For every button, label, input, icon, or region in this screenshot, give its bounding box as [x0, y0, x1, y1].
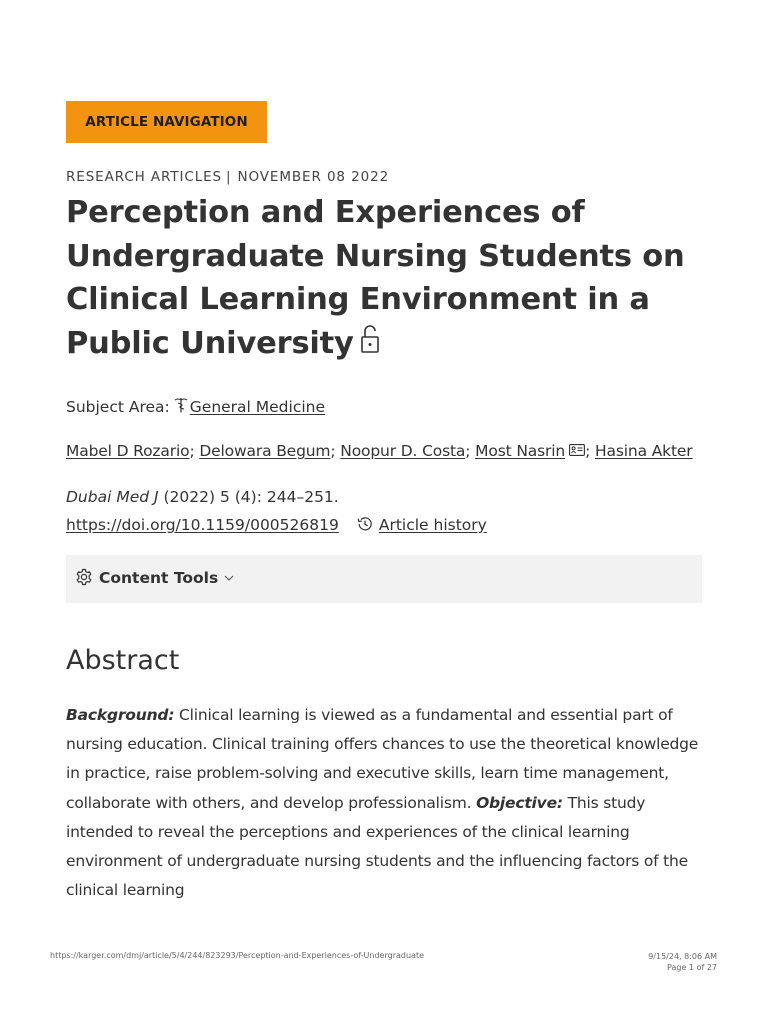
background-label: Background:	[66, 706, 175, 724]
author-link[interactable]: Hasina Akter	[594, 442, 693, 460]
author-link[interactable]: Mabel D Rozario	[66, 442, 190, 460]
publication-date: NOVEMBER 08 2022	[237, 169, 390, 185]
author-list: Mabel D Rozario; Delowara Begum; Noopur D. Costa; Most Nasrin ; Hasina Akter	[66, 442, 693, 460]
author-link[interactable]: Noopur D. Costa	[340, 442, 466, 460]
contact-card-icon[interactable]	[569, 444, 585, 456]
title-line-2: Undergraduate Nursing Students on	[66, 238, 685, 274]
citation-details: (2022) 5 (4): 244–251.	[158, 488, 339, 506]
chevron-down-icon	[224, 574, 234, 582]
meta-separator: |	[226, 169, 232, 185]
article-title	[66, 191, 716, 365]
article-history-link[interactable]: Article history	[378, 516, 487, 534]
citation	[66, 488, 339, 506]
history-icon	[357, 516, 373, 532]
doi-row	[66, 516, 487, 534]
title-line-4: Public University	[66, 325, 354, 361]
content-tools-button[interactable]	[75, 568, 234, 587]
subject-area-label: Subject Area:	[66, 398, 170, 416]
content-tools-label: Content Tools	[99, 569, 219, 587]
article-history[interactable]	[357, 516, 487, 534]
footer-page-number: Page 1 of 27	[667, 963, 717, 972]
article-category[interactable]: RESEARCH ARTICLES	[66, 169, 223, 185]
background-text: Clinical learning is viewed as a fundamental and essential part of nursing education. Clinical training offers chances to use the theoretical knowledge in practice, raise problem-solving and executive skills, learn time management, collaborate with others, and develop professionalism.	[66, 706, 699, 812]
footer-url: https://karger.com/dmj/article/5/4/244/823293/Perception-and-Experiences-of-Undergraduate	[50, 951, 424, 960]
caduceus-icon	[174, 397, 188, 413]
abstract-text	[66, 701, 706, 905]
author-link[interactable]: Delowara Begum	[199, 442, 331, 460]
objective-label: Objective:	[476, 793, 563, 812]
subject-area	[66, 397, 325, 416]
objective-text: This study intended to reveal the perceptions and experiences of the clinical learning environment of undergraduate nursing students and the influencing factors of the clinical learning	[66, 793, 688, 900]
footer-info	[648, 951, 717, 973]
open-access-lock-icon	[360, 322, 380, 356]
title-line-1: Perception and Experiences of	[66, 195, 585, 230]
author-link[interactable]: Most Nasrin	[475, 442, 566, 460]
article-meta	[66, 169, 389, 185]
subject-area-link[interactable]: General Medicine	[189, 398, 326, 416]
footer-datetime: 9/15/24, 8:06 AM	[648, 952, 717, 961]
article-navigation-button[interactable]: ARTICLE NAVIGATION	[66, 101, 267, 143]
content-tools-bar	[66, 555, 702, 603]
doi-link[interactable]: https://doi.org/10.1159/000526819	[66, 516, 339, 534]
title-line-3: Clinical Learning Environment in a	[66, 282, 650, 317]
gear-icon	[75, 568, 93, 586]
journal-name: Dubai Med J	[66, 488, 159, 506]
abstract-heading: Abstract	[66, 645, 180, 676]
